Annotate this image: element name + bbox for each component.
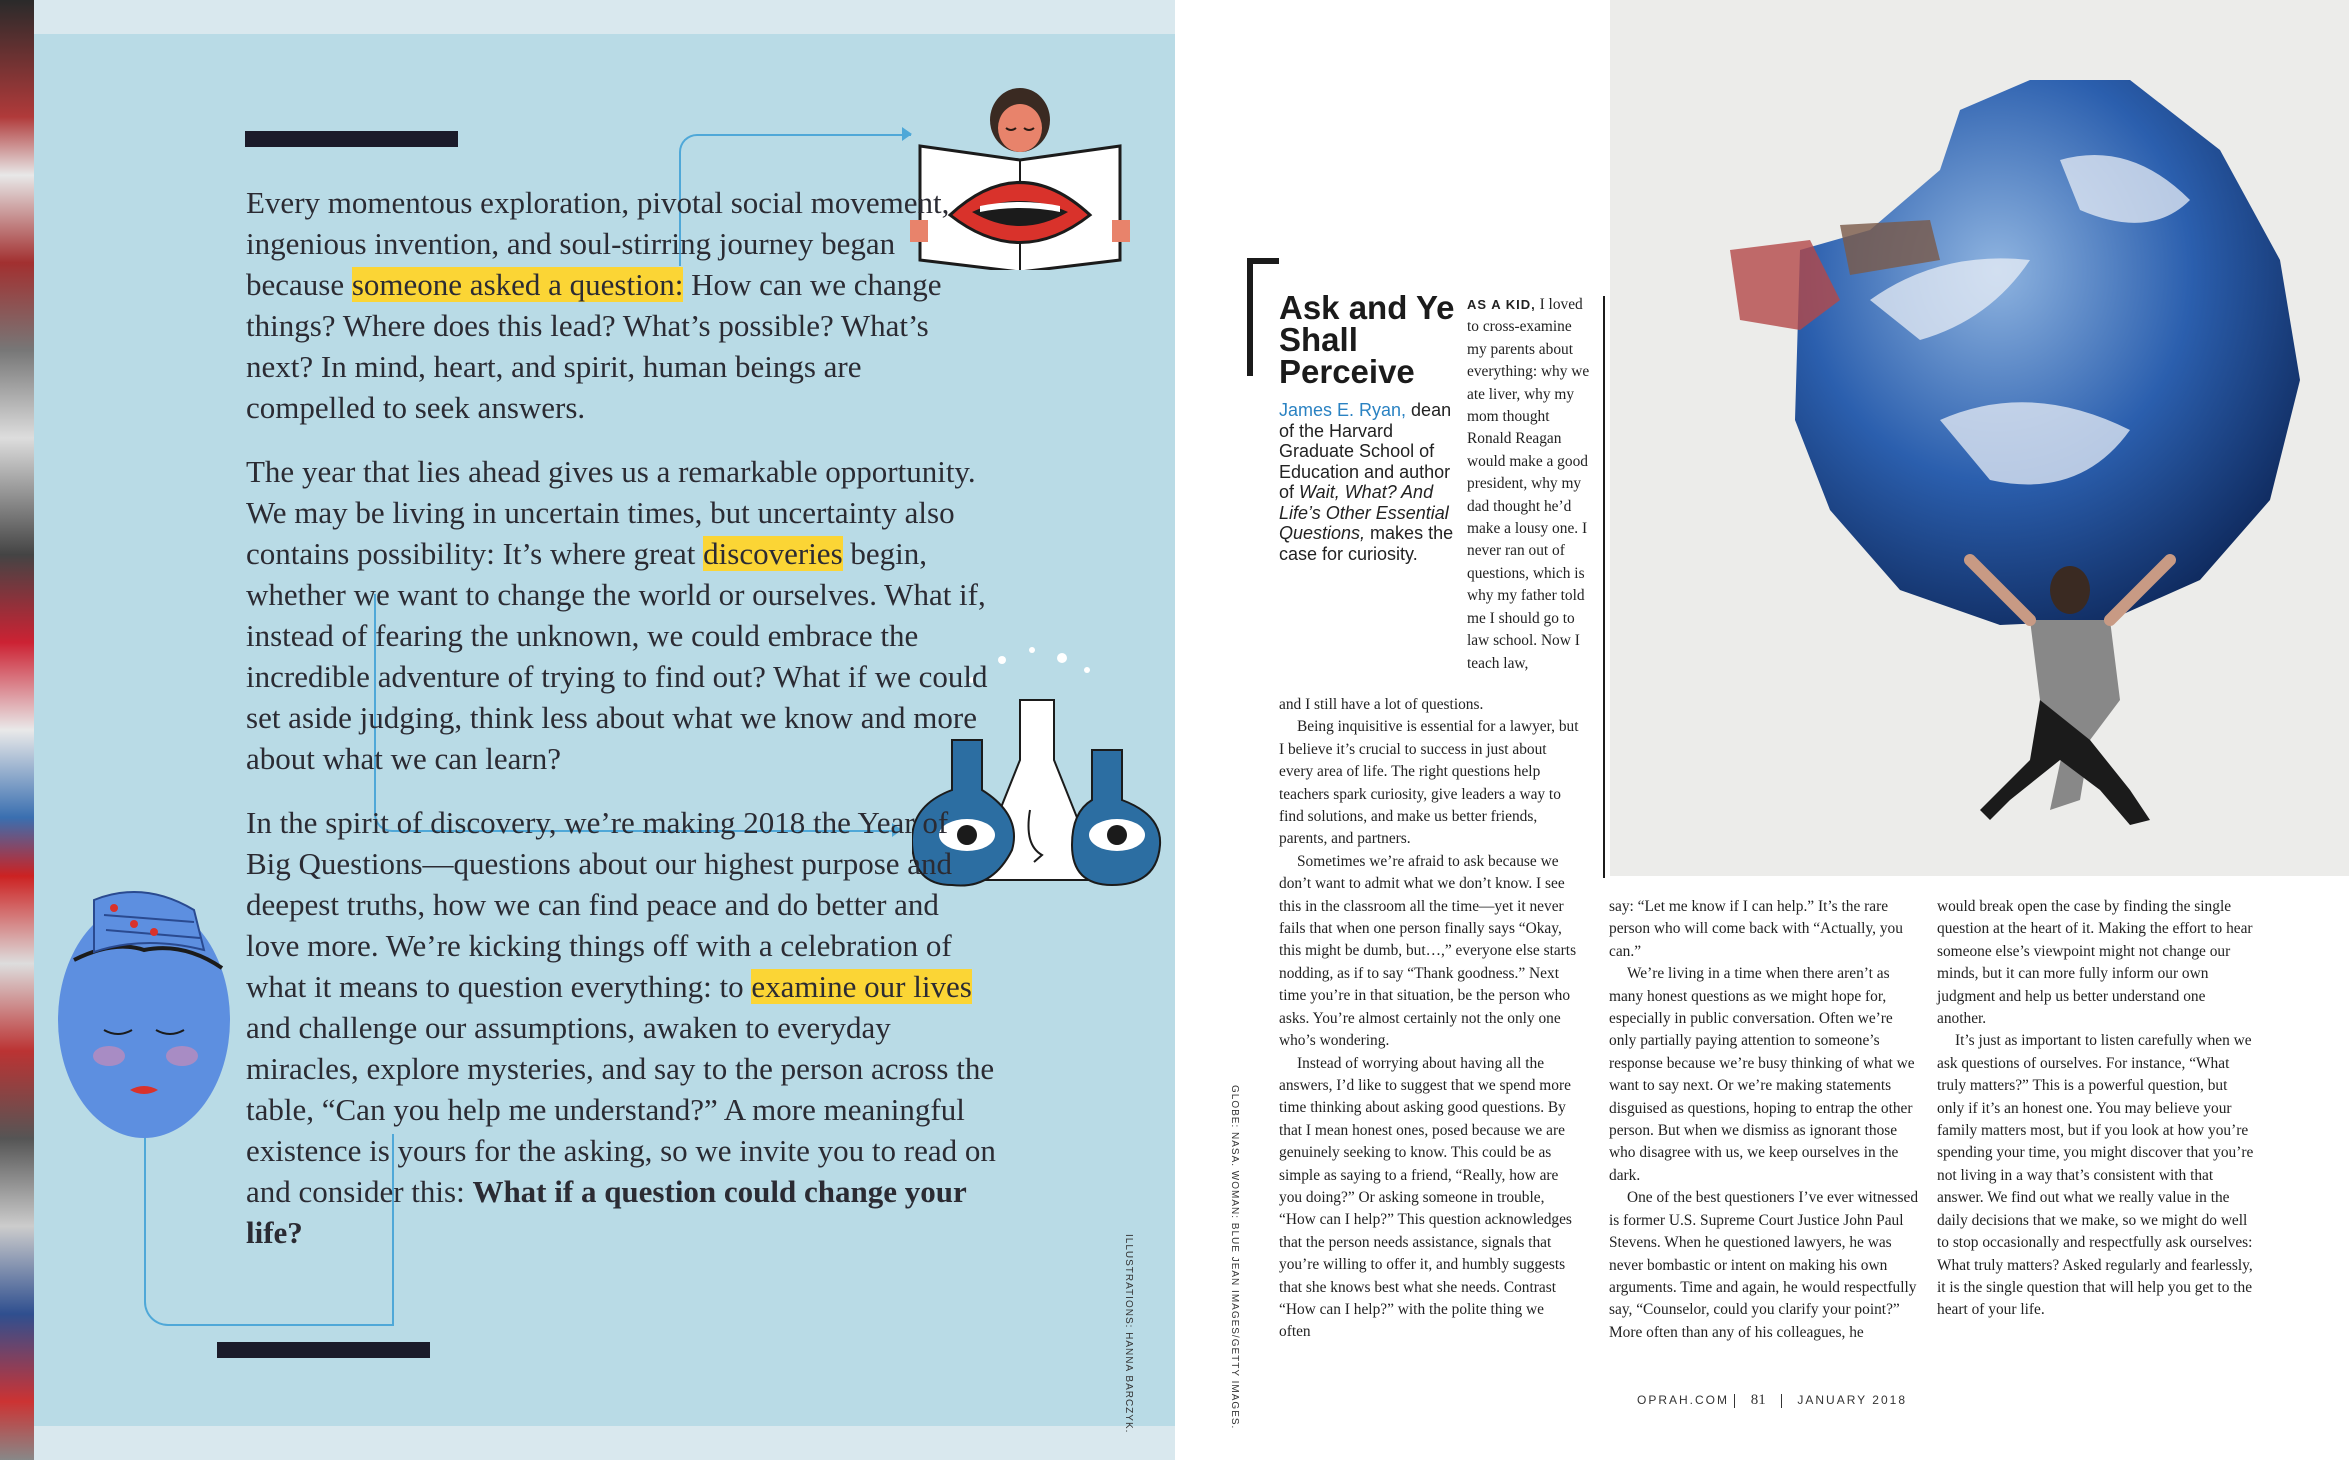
byline: [1279, 400, 1469, 564]
author-name: James E. Ryan,: [1279, 400, 1407, 420]
top-rule: [245, 131, 458, 147]
footer-separator: [1734, 1394, 1735, 1408]
col2-paragraph-3: One of the best questioners I’ve ever witnessed is former U.S. Supreme Court Justice John Paul Stevens. When he questioned lawyers, he was never bombastic or intent on making his own arguments. Time and again, he would respectfully say, “Counselor, could you clarify your point?” More often than any of his colleagues, he: [1609, 1189, 1919, 1341]
column-1-first-paragraph: [1467, 294, 1595, 675]
col1-first-text: I loved to cross-examine my parents about everything: why we ate liver, why my mom thought Ronald Reagan would make a good president, why my dad thought he’d make a lousy one. I never ran out of questions, which is why my father told me I should go to law school. Now I teach law,: [1467, 296, 1590, 672]
footer-site: OPRAH.COM: [1637, 1393, 1730, 1407]
globe-woman-image: [1610, 0, 2349, 876]
page-number: 81: [1750, 1392, 1766, 1408]
highlight-examine: examine our lives: [751, 969, 972, 1004]
essay-panel: [34, 34, 1175, 1434]
col2-paragraph-1: say: “Let me know if I can help.” It’s the rare person who will come back with “Actually, you can.”: [1609, 898, 1903, 960]
col2-paragraph-2: We’re living in a time when there aren’t as many honest questions as we might hope for, especially in public conversation. Often we’re only partially paying attention to someone’s response because we’re busy thinking of what we want to say next. Or we’re making statements disguised as questions, hoping to entrap the other person. But when we dismiss as ignorant those who disagree with us, we keep ourselves in the dark.: [1609, 965, 1915, 1184]
bottom-rule: [217, 1342, 430, 1358]
title-bracket: [1247, 258, 1279, 376]
col1-continuation: and I still have a lot of questions.: [1279, 696, 1484, 713]
column-1: [1279, 694, 1579, 1344]
essay-p2-text-cont: begin, whether we want to change the world or ourselves. What if, instead of fearing the unknown, we could embrace the incredible adventure of trying to find out? What if we could set aside judging, think less about what we know and more about what we can learn?: [246, 536, 988, 776]
column-1-narrow: [1467, 294, 1595, 675]
footer-issue: JANUARY 2018: [1797, 1393, 1907, 1407]
byline-text-end: makes the case for curiosity.: [1279, 523, 1454, 564]
photo-credit: GLOBE: NASA. WOMAN: BLUE JEAN IMAGES/GETTY IMAGES.: [1229, 1085, 1240, 1430]
lead-in: AS A KID,: [1467, 297, 1536, 312]
essay-paragraph-3: [246, 802, 996, 1253]
essay-p1-text: Every momentous exploration, pivotal social movement, ingenious invention, and soul-stirring journey began because: [246, 185, 950, 302]
globe-photo: [1610, 0, 2349, 876]
illustration-credit: ILLUSTRATIONS: HANNA BARCZYK.: [1123, 1234, 1134, 1434]
left-page: [34, 0, 1175, 1460]
col3-paragraph-2: It’s just as important to listen carefully when we ask questions of ourselves. For instance, “What truly matters?” This is a powerful question, but only if it’s an honest one. You may believe your family matters most, but if you look at how you’re spending your time, you might discover that you’re not living in a way that’s consistent with that answer. We find out what we really value in the daily decisions that we make, so we might do well to stop occasionally and respectfully ask ourselves: What truly matters? Asked regularly and fearlessly, it is the single question that will help you get to the heart of your life.: [1937, 1032, 2254, 1319]
highlight-question: someone asked a question:: [351, 267, 684, 302]
essay-p2-text: The year that lies ahead gives us a remarkable opportunity. We may be living in uncertain times, but uncertainty also contains possibility: It’s where great: [246, 454, 976, 571]
byline-text: dean of the Harvard Graduate School of Education and author of: [1279, 400, 1452, 502]
page-footer: [1637, 1392, 1907, 1409]
essay-p3-text-cont: and challenge our assumptions, awaken to everyday miracles, explore mysteries, and say to the person across the table, “Can you help me understand?” A more meaningful existence is yours for the asking, so we invite you to read on and consider this:: [246, 1010, 996, 1209]
col1-paragraph-2: Being inquisitive is essential for a lawyer, but I believe it’s crucial to success in just about every area of life. The right questions help teachers spark curiosity, give leaders a way to find solutions, and make us better friends, parents, and partners.: [1279, 718, 1579, 848]
essay-p3-text: In the spirit of discovery, we’re making 2018 the Year of Big Questions—questions about our highest purpose and deepest truths, how we can find peace and do better and love more. We’re kicking things off with a celebration of what it means to question everything: to: [246, 805, 953, 1004]
col1-paragraph-4: Instead of worrying about having all the answers, I’d like to suggest that we spend more time thinking about asking good questions. By that I mean honest ones, posed because we are genuinely seeking to know. This could be as simple as saying to a friend, “Really, how are you doing?” Or asking someone in trouble, “How can I help?” This question acknowledges that the person needs assistance, signals that you’re willing to offer it, and humbly suggests that she knows best what she needs. Contrast “How can I help?” with the polite thing we often: [1279, 1054, 1572, 1341]
edge-photo-collage: [0, 0, 34, 1460]
right-page: [1175, 0, 2349, 1460]
column-rule: [1603, 296, 1605, 878]
essay-closing-question: What if a question could change your life?: [246, 1174, 967, 1250]
book-title: Wait, What? And Life’s Other Essential Questions,: [1279, 482, 1449, 543]
essay-p1-text-cont: How can we change things? Where does this lead? What’s possible? What’s next? In mind, heart, and spirit, human beings are compelled to seek answers.: [246, 267, 942, 425]
column-3: [1937, 896, 2257, 1322]
col1-paragraph-3: Sometimes we’re afraid to ask because we don’t want to admit what we don’t know. I see this in the classroom all the time—yet it never fails that when one person finally says “Okay, this might be dumb, but…,” everyone else starts nodding, as if to say “Thank goodness.” Next time you’re in that situation, be the person who asks. You’re almost certainly not the only one who’s wondering.: [1279, 852, 1577, 1050]
essay-paragraph-1: [246, 182, 996, 428]
head-hand-illustration: [54, 880, 234, 1140]
footer-separator: [1781, 1394, 1782, 1408]
essay-paragraph-2: [246, 451, 996, 779]
essay-text: [246, 182, 996, 1276]
col3-paragraph-1: would break open the case by finding the single question at the heart of it. Making the effort to hear someone else’s viewpoint might not change our minds, but it can more fully inform our own judgment and help us better understand one another.: [1937, 898, 2253, 1028]
article-title: Ask and Ye Shall Perceive: [1279, 289, 1455, 390]
column-2: [1609, 896, 1919, 1344]
highlight-discoveries: discoveries: [703, 536, 843, 571]
